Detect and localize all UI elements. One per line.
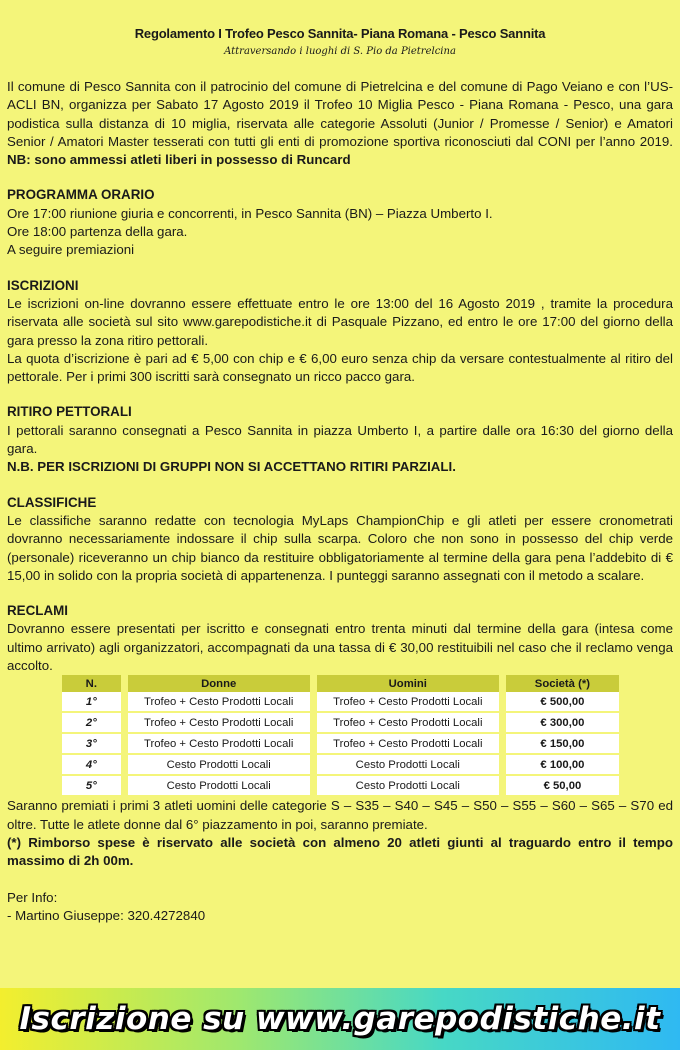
document-subtitle: Attraversando i luoghi di S. Pio da Pietrelcina — [224, 46, 456, 57]
table-row — [62, 754, 619, 775]
column-header-societa: Società (*) — [502, 675, 619, 692]
section-heading-classifiche: CLASSIFICHE — [7, 494, 97, 510]
prize-table-header-row — [62, 675, 619, 692]
iscrizioni-paragraph: Le iscrizioni on-line dovranno essere effettuate entro le ore 13:00 del 16 Agosto 2019 , tramite la procedura riservata alle società sul sito www.garepodistiche.it di Pasquale Pizzano, ed entro le ore 17:00 del giorno della gara presso la zona ritiro pettorali. — [7, 295, 673, 348]
uomini-prize-cell: Trofeo + Cesto Prodotti Locali — [313, 692, 502, 712]
programma-line: A seguire premiazioni — [7, 242, 135, 258]
table-row — [62, 733, 619, 754]
table-row — [62, 692, 619, 712]
intro-paragraph — [7, 78, 673, 169]
iscrizioni-fee-paragraph: La quota d’iscrizione è pari ad € 5,00 con chip e € 6,00 euro senza chip da versare contestualmente al ritiro del pettorale. Per i primi 300 iscritti sarà consegnato un ricco pacco gara. — [7, 350, 673, 385]
rank-cell: 1° — [62, 692, 124, 712]
column-header-donne: Donne — [124, 675, 313, 692]
rank-cell: 4° — [62, 754, 124, 775]
uomini-prize-cell: Trofeo + Cesto Prodotti Locali — [313, 733, 502, 754]
premiati-paragraph: Saranno premiati i primi 3 atleti uomini delle categorie S – S35 – S40 – S45 – S50 – S55 – S60 – S65 – S70 ed oltre. Tutte le atlete donne dal 6° piazzamento in poi, saranno premiate. — [7, 798, 673, 832]
programma-line: Ore 17:00 riunione giuria e concorrenti, in Pesco Sannita (BN) – Piazza Umberto I. — [7, 205, 493, 221]
ritiro-paragraph: I pettorali saranno consegnati a Pesco Sannita in piazza Umberto I, a partire dalle ora 16:30 del giorno della gara. — [7, 422, 673, 457]
info-contact: - Martino Giuseppe: 320.4272840 — [7, 907, 206, 923]
intro-text: Il comune di Pesco Sannita con il patrocinio del comune di Pietrelcina e del comune di Pago Veiano e con l’US-ACLI BN, organizza per Sabato 17 Agosto 2019 il Trofeo 10 Miglia Pesco - Piana Romana - Pesco, una gara podistica sulla distanza di 10 miglia, riservata alle categorie Assoluti (Junior / Promesse / Senior) e Amatori Senior / Amatori Master tesserati con tutti gli enti di promozione sportiva riconosciuti dal CONI per l’anno 2019. — [7, 79, 673, 149]
societa-prize-cell: € 150,00 — [502, 733, 619, 754]
intro-nb: NB: sono ammessi atleti liberi in possesso di Runcard — [7, 152, 351, 168]
section-heading-ritiro: RITIRO PETTORALI — [7, 404, 132, 420]
societa-prize-cell: € 50,00 — [502, 775, 619, 796]
societa-prize-cell: € 300,00 — [502, 712, 619, 733]
donne-prize-cell: Trofeo + Cesto Prodotti Locali — [124, 733, 313, 754]
column-header-n: N. — [62, 675, 124, 692]
uomini-prize-cell: Cesto Prodotti Locali — [313, 754, 502, 775]
table-row — [62, 775, 619, 796]
section-heading-iscrizioni: ISCRIZIONI — [7, 277, 79, 293]
banner-text[interactable]: Iscrizione su www.garepodistiche.it — [19, 1001, 661, 1037]
rimborso-note: (*) Rimborso spese è riservato alle società con almeno 20 atleti giunti al traguardo entro il tempo massimo di 2h 00m. — [7, 834, 673, 869]
registration-banner[interactable] — [0, 988, 680, 1050]
programma-line: Ore 18:00 partenza della gara. — [7, 224, 188, 240]
document-body — [7, 78, 673, 925]
reclami-paragraph: Dovranno essere presentati per iscritto e consegnati entro trenta minuti dal termine della gara (intesa come ultimo arrivato) agli organizzatori, accompagnati da una tassa di € 30,00 restituibili nel caso che il reclamo venga accolto. — [7, 621, 673, 674]
column-header-uomini: Uomini — [313, 675, 502, 692]
uomini-prize-cell: Cesto Prodotti Locali — [313, 775, 502, 796]
section-heading-programma: PROGRAMMA ORARIO — [7, 187, 155, 203]
document-title: Regolamento I Trofeo Pesco Sannita- Piana Romana - Pesco Sannita — [134, 26, 546, 41]
ritiro-nb: N.B. PER ISCRIZIONI DI GRUPPI NON SI ACCETTANO RITIRI PARZIALI. — [7, 459, 456, 475]
table-row — [62, 712, 619, 733]
societa-prize-cell: € 500,00 — [502, 692, 619, 712]
donne-prize-cell: Cesto Prodotti Locali — [124, 775, 313, 796]
donne-prize-cell: Trofeo + Cesto Prodotti Locali — [124, 692, 313, 712]
rank-cell: 2° — [62, 712, 124, 733]
donne-prize-cell: Cesto Prodotti Locali — [124, 754, 313, 775]
section-heading-reclami: RECLAMI — [7, 603, 68, 619]
classifiche-paragraph: Le classifiche saranno redatte con tecnologia MyLaps ChampionChip e gli atleti per essere cronometrati dovranno necessariamente indossare il chip sulla scarpa. Coloro che non sono in possesso del chip verde (personale) riceveranno un chip bianco da restituire obbligatoriamente al termine della gara pena l’addebito di € 15,00 in solido con la propria società di appartenenza. I punteggi saranno assegnati con il metodo a scalare. — [7, 512, 673, 583]
uomini-prize-cell: Trofeo + Cesto Prodotti Locali — [313, 712, 502, 733]
societa-prize-cell: € 100,00 — [502, 754, 619, 775]
rank-cell: 3° — [62, 733, 124, 754]
donne-prize-cell: Trofeo + Cesto Prodotti Locali — [124, 712, 313, 733]
rank-cell: 5° — [62, 775, 124, 796]
prize-table — [62, 675, 619, 797]
info-label: Per Info: — [7, 889, 58, 905]
